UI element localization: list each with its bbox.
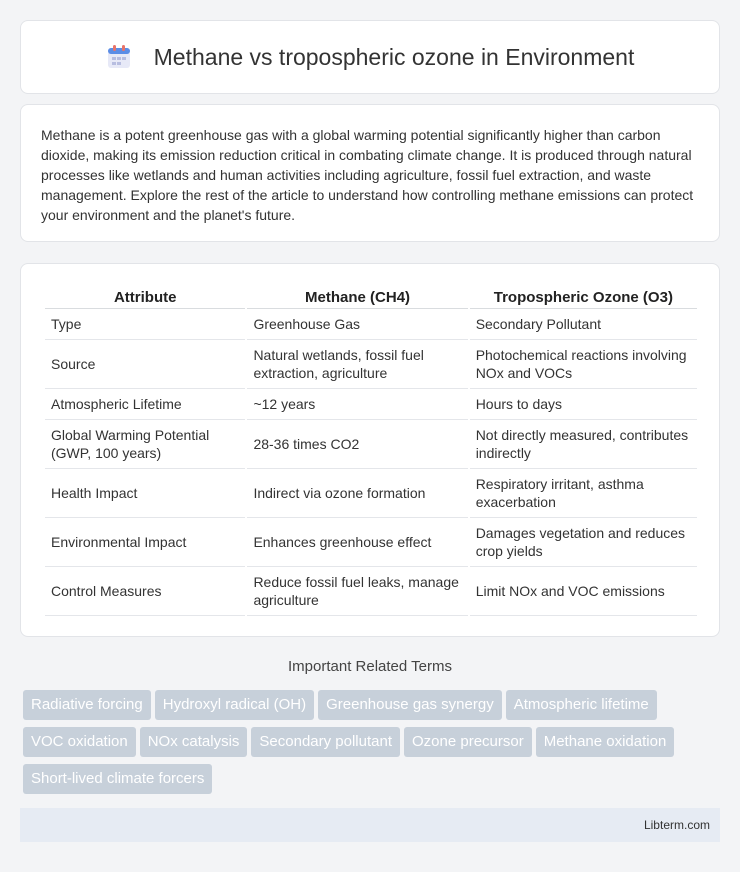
- table-cell: Atmospheric Lifetime: [45, 389, 245, 420]
- table-row: [45, 309, 697, 340]
- table-cell: Reduce fossil fuel leaks, manage agriculture: [247, 567, 467, 616]
- table-row: [45, 389, 697, 420]
- related-term-tag[interactable]: NOx catalysis: [140, 727, 248, 757]
- table-cell: Indirect via ozone formation: [247, 469, 467, 518]
- related-term-tag[interactable]: Atmospheric lifetime: [506, 690, 657, 720]
- table-row: [45, 340, 697, 389]
- header-methane: Methane (CH4): [247, 286, 467, 309]
- table-cell: Control Measures: [45, 567, 245, 616]
- related-term-tag[interactable]: Secondary pollutant: [251, 727, 400, 757]
- table-cell: Damages vegetation and reduces crop yields: [470, 518, 697, 567]
- related-term-tag[interactable]: Ozone precursor: [404, 727, 532, 757]
- comparison-table-card: [20, 263, 720, 637]
- table-header-row: [45, 286, 697, 309]
- table-cell: Greenhouse Gas: [247, 309, 467, 340]
- table-cell: 28-36 times CO2: [247, 420, 467, 469]
- table-cell: Enhances greenhouse effect: [247, 518, 467, 567]
- calendar-icon: [106, 44, 132, 70]
- page-title: Methane vs tropospheric ozone in Environment: [153, 43, 635, 70]
- table-cell: Respiratory irritant, asthma exacerbation: [470, 469, 697, 518]
- intro-card: [20, 104, 720, 242]
- table-cell: Secondary Pollutant: [470, 309, 697, 340]
- table-cell: Hours to days: [470, 389, 697, 420]
- related-terms-list: [23, 690, 723, 801]
- table-cell: Global Warming Potential (GWP, 100 years): [45, 420, 245, 469]
- table-row: [45, 420, 697, 469]
- header-ozone: Tropospheric Ozone (O3): [470, 286, 697, 309]
- related-term-tag[interactable]: VOC oxidation: [23, 727, 136, 757]
- table-cell: Limit NOx and VOC emissions: [470, 567, 697, 616]
- table-row: [45, 518, 697, 567]
- intro-paragraph: Methane is a potent greenhouse gas with a global warming potential significantly higher than carbon dioxide, making its emission reduction critical in combating climate change. It is produced through natural processes like wetlands and human activities including agriculture, fossil fuel extraction, and waste management. Explore the rest of the article to understand how controlling methane emissions can protect your environment and the planet's future.: [41, 127, 694, 223]
- related-term-tag[interactable]: Radiative forcing: [23, 690, 151, 720]
- footer-site-link[interactable]: Libterm.com: [643, 818, 710, 832]
- related-terms-title: Important Related Terms: [288, 658, 452, 675]
- header-attribute: Attribute: [45, 286, 245, 309]
- table-cell: Environmental Impact: [45, 518, 245, 567]
- table-cell: Natural wetlands, fossil fuel extraction, agriculture: [247, 340, 467, 389]
- related-term-tag[interactable]: Greenhouse gas synergy: [318, 690, 502, 720]
- footer: [20, 808, 720, 842]
- related-term-tag[interactable]: Methane oxidation: [536, 727, 675, 757]
- related-term-tag[interactable]: Hydroxyl radical (OH): [155, 690, 314, 720]
- related-term-tag[interactable]: Short-lived climate forcers: [23, 764, 212, 794]
- table-cell: ~12 years: [247, 389, 467, 420]
- table-cell: Not directly measured, contributes indirectly: [470, 420, 697, 469]
- table-cell: Source: [45, 340, 245, 389]
- title-card: [20, 20, 720, 94]
- table-row: [45, 567, 697, 616]
- comparison-table: [43, 286, 699, 616]
- table-cell: Photochemical reactions involving NOx and VOCs: [470, 340, 697, 389]
- table-cell: Health Impact: [45, 469, 245, 518]
- table-cell: Type: [45, 309, 245, 340]
- table-row: [45, 469, 697, 518]
